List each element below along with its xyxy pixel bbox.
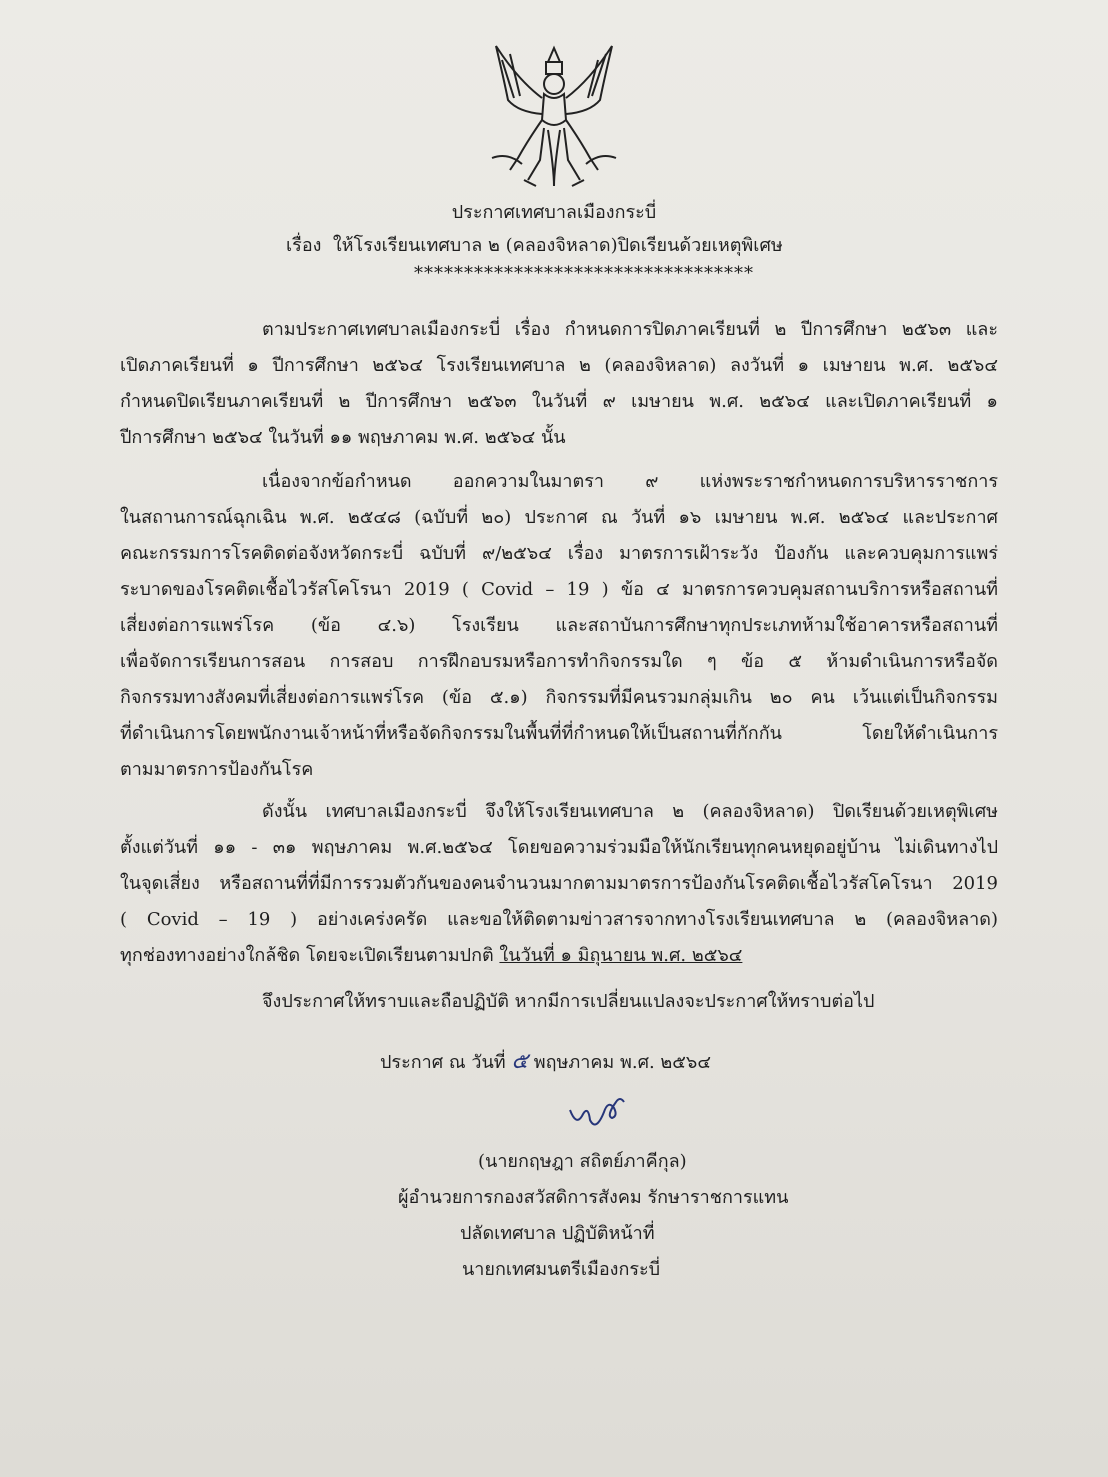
para2-line-7: กิจกรรมทางสังคมที่เสี่ยงต่อการแพร่โรค (ข้อ ๕.๑) กิจกรรมที่มีคนรวมกลุ่มเกิน ๒๐ คน เว้นแต่เป็นกิจกรรม — [120, 687, 998, 708]
subject-label: เรื่อง — [286, 235, 322, 256]
signature-icon — [560, 1090, 650, 1135]
para2-line-3: คณะกรรมการโรคติดต่อจังหวัดกระบี่ ฉบับที่ ๙/๒๕๖๔ เรื่อง มาตรการเฝ้าระวัง ป้องกัน และควบคุมการแพร่ — [120, 543, 998, 564]
signatory-position-3: นายกเทศมนตรีเมืองกระบี่ — [462, 1259, 661, 1280]
announce-prefix: ประกาศ ณ วันที่ — [380, 1052, 506, 1073]
para2-line-4: ระบาดของโรคติดเชื้อไวรัสโคโรนา 2019 ( Covid – 19 ) ข้อ ๔ มาตรการควบคุมสถานบริการหรือสถานที่ — [120, 579, 998, 600]
subject-text: ให้โรงเรียนเทศบาล ๒ (คลองจิหลาด)ปิดเรียนด้วยเหตุพิเศษ — [332, 235, 783, 256]
para1-line-4: ปีการศึกษา ๒๕๖๔ ในวันที่ ๑๑ พฤษภาคม พ.ศ. ๒๕๖๔ นั้น — [120, 427, 566, 448]
separator: ********************************** — [414, 263, 754, 284]
para2-line-2: ในสถานการณ์ฉุกเฉิน พ.ศ. ๒๕๔๘ (ฉบับที่ ๒๐) ประกาศ ณ วันที่ ๑๖ เมษายน พ.ศ. ๒๕๖๔ และประกาศ — [120, 507, 998, 528]
para3-line-4: ( Covid – 19 ) อย่างเคร่งครัด และขอให้ติดตามข่าวสารจากทางโรงเรียนเทศบาล ๒ (คลองจิหลาด) — [120, 909, 998, 930]
reopen-date: ในวันที่ ๑ มิถุนายน พ.ศ. ๒๕๖๔ — [499, 945, 743, 966]
garuda-emblem-icon — [488, 40, 620, 190]
announce-date-line — [380, 1050, 711, 1075]
para2-line-9: ตามมาตรการป้องกันโรค — [120, 759, 314, 780]
para2-line-6: เพื่อจัดการเรียนการสอน การสอบ การฝึกอบรมหรือการทำกิจกรรมใด ๆ ข้อ ๕ ห้ามดำเนินการหรือจัด — [120, 651, 998, 672]
announce-suffix: พฤษภาคม พ.ศ. ๒๕๖๔ — [533, 1052, 711, 1073]
para1-line-1: ตามประกาศเทศบาลเมืองกระบี่ เรื่อง กำหนดการปิดภาคเรียนที่ ๒ ปีการศึกษา ๒๕๖๓ และ — [262, 319, 998, 340]
handwritten-day: ๕ — [511, 1049, 529, 1074]
signatory-name: (นายกฤษฎา สถิตย์ภาคีกุล) — [478, 1151, 687, 1172]
para3-line-1: ดังนั้น เทศบาลเมืองกระบี่ จึงให้โรงเรียนเทศบาล ๒ (คลองจิหลาด) ปิดเรียนด้วยเหตุพิเศษ — [262, 801, 998, 822]
signatory-position-2: ปลัดเทศบาล ปฏิบัติหน้าที่ — [460, 1223, 655, 1244]
closing-statement: จึงประกาศให้ทราบและถือปฏิบัติ หากมีการเปลี่ยนแปลงจะประกาศให้ทราบต่อไป — [262, 991, 875, 1012]
para2-line-8: ที่ดำเนินการโดยพนักงานเจ้าหน้าที่หรือจัดกิจกรรมในพื้นที่ที่กำหนดให้เป็นสถานที่กักกัน โดยให้ดำเนินการ — [120, 723, 998, 744]
subject-line — [286, 234, 783, 258]
signatory-position-1: ผู้อำนวยการกองสวัสดิการสังคม รักษาราชการแทน — [398, 1187, 789, 1208]
para2-line-1: เนื่องจากข้อกำหนด ออกความในมาตรา ๙ แห่งพระราชกำหนดการบริหารราชการ — [262, 471, 998, 492]
para3-line-3: ในจุดเสี่ยง หรือสถานที่ที่มีการรวมตัวกันของคนจำนวนมากตามมาตรการป้องกันโรคติดเชื้อไวรัสโคโรนา 2019 — [120, 873, 998, 894]
para1-line-2: เปิดภาคเรียนที่ ๑ ปีการศึกษา ๒๕๖๔ โรงเรียนเทศบาล ๒ (คลองจิหลาด) ลงวันที่ ๑ เมษายน พ.ศ. ๒๕๖๔ — [120, 355, 998, 376]
para2-line-5: เสี่ยงต่อการแพร่โรค (ข้อ ๔.๖) โรงเรียน และสถาบันการศึกษาทุกประเภทห้ามใช้อาคารหรือสถานที่ — [120, 615, 998, 636]
para1-line-3: กำหนดปิดเรียนภาคเรียนที่ ๒ ปีการศึกษา ๒๕๖๓ ในวันที่ ๙ เมษายน พ.ศ. ๒๕๖๔ และเปิดภาคเรียนที่ ๑ — [120, 391, 998, 412]
para3-last-prefix: ทุกช่องทางอย่างใกล้ชิด โดยจะเปิดเรียนตามปกติ — [120, 945, 500, 966]
para3-line-2: ตั้งแต่วันที่ ๑๑ - ๓๑ พฤษภาคม พ.ศ.๒๕๖๔ โดยขอความร่วมมือให้นักเรียนทุกคนหยุดอยู่บ้าน ไม่เดินทางไป — [120, 837, 998, 858]
announcement-title: ประกาศเทศบาลเมืองกระบี่ — [451, 202, 657, 223]
para3-line-5 — [120, 944, 742, 968]
